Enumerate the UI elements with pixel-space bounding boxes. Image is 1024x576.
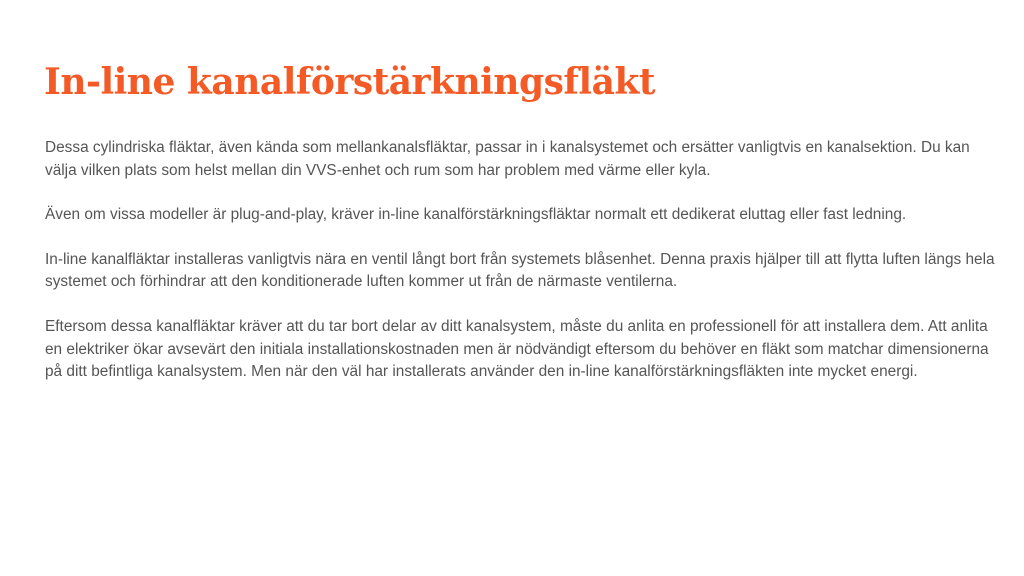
slide-title: In-line kanalförstärkningsfläkt xyxy=(44,61,655,103)
paragraph-installation: Eftersom dessa kanalfläktar kräver att du tar bort delar av ditt kanalsystem, måste du anlita en professionell för att installera dem. Att anlita en elektriker ökar avsevärt den initiala installationskostnaden men är nödvändigt eftersom du behöver en fläkt som matchar dimensionerna på ditt befintliga kanalsystem. Men när den väl har installerats använder den in-line kanalförstärkningsfläkten inte mycket energi. xyxy=(45,317,989,381)
slide-body xyxy=(45,137,995,406)
paragraph-placement: In-line kanalfläktar installeras vanligtvis nära en ventil långt bort från systemets blåsenhet. Denna praxis hjälper till att flytta luften längs hela systemet och förhindrar att den konditionerade luften kommer ut från de närmaste ventilerna. xyxy=(45,250,995,291)
paragraph-power: Även om vissa modeller är plug-and-play, kräver in-line kanalförstärkningsfläktar normalt ett dedikerat eluttag eller fast ledning. xyxy=(45,206,907,224)
paragraph-intro: Dessa cylindriska fläktar, även kända som mellankanalsfläktar, passar in i kanalsystemet och ersätter vanligtvis en kanalsektion. Du kan välja vilken plats som helst mellan din VVS-enhet och rum som har problem med värme eller kyla. xyxy=(45,139,970,179)
